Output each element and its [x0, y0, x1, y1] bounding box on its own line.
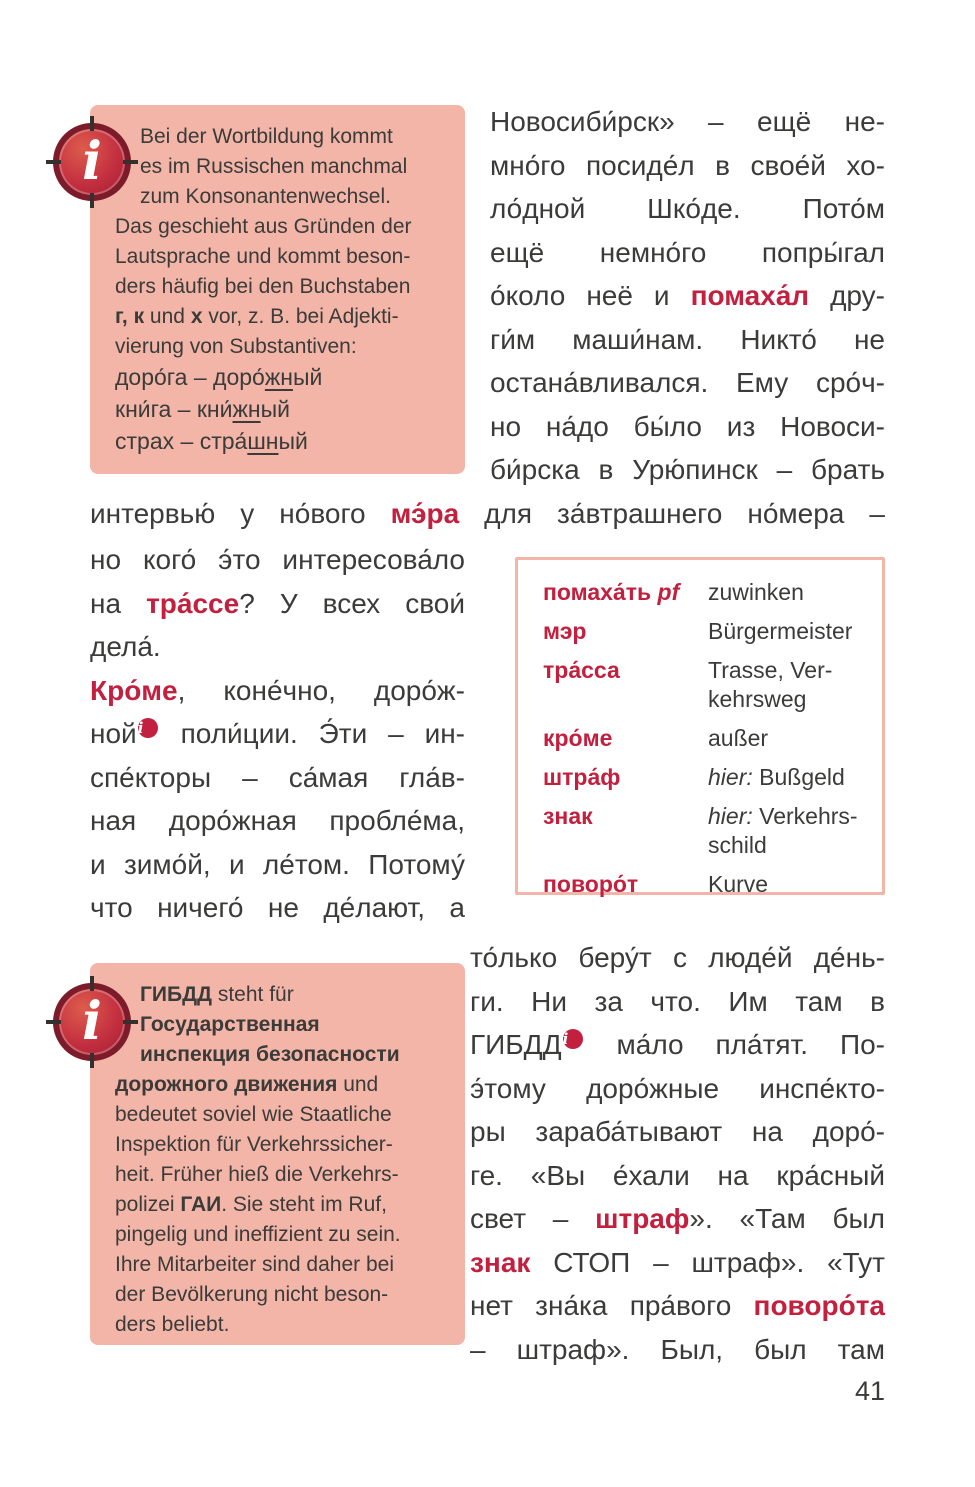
text-segment: ders beliebt. [115, 1313, 230, 1336]
text-line [470, 1067, 885, 1111]
text-line [115, 426, 451, 458]
text-segment: ый [260, 396, 290, 422]
text-segment: hier: [708, 803, 753, 829]
vocab-row [543, 870, 870, 899]
vocab-term [543, 763, 708, 792]
text-segment: штраф [595, 1203, 690, 1234]
text-line [90, 712, 465, 756]
vocab-term [543, 802, 708, 831]
text-segment: дру- [809, 280, 885, 311]
vocab-definition [708, 870, 870, 899]
text-segment: помаха́ть [543, 579, 658, 605]
text-line [490, 187, 885, 231]
text-segment: Verkehrs- [752, 803, 858, 829]
text-line [115, 242, 451, 272]
text-line [490, 100, 885, 144]
text-line [90, 625, 465, 669]
text-segment: Ihre Mitarbeiter sind daher bei [115, 1253, 394, 1276]
info-icon-glyph: i [82, 990, 102, 1052]
vocab-definition [708, 763, 870, 792]
text-segment: der Bevölkerung nicht beson- [115, 1283, 389, 1306]
vocab-row [543, 578, 870, 607]
text-line [115, 272, 451, 302]
text-line [115, 1280, 451, 1310]
story-full-width-line [90, 492, 885, 536]
text-segment: доро́га – доро́ [115, 364, 265, 390]
text-segment: для за́втрашнего но́мера – [459, 498, 885, 529]
text-segment: мно́го посиде́л в свое́й хо- [490, 149, 885, 181]
text-line [470, 1154, 885, 1198]
text-segment: ма́ло пла́тят. По- [584, 1029, 885, 1060]
text-line [115, 1220, 451, 1250]
info-icon-glyph: i [82, 130, 102, 192]
text-segment: остана́вливался. Ему сро́ч- [490, 367, 885, 398]
text-line [115, 362, 451, 394]
inline-info-icon: i [138, 718, 158, 738]
text-segment: шн [247, 428, 279, 454]
text-line [470, 936, 885, 980]
text-segment: но кого́ э́то интересова́ло [90, 544, 465, 575]
text-segment: помаха́л [690, 280, 810, 311]
text-segment: ? У всех свои́ [239, 587, 465, 619]
text-line [115, 212, 451, 242]
text-line [115, 980, 451, 1010]
info-box-text [90, 105, 465, 458]
text-line [115, 122, 451, 152]
text-segment: ги́м маши́нам. Никто́ не [490, 323, 885, 355]
text-segment: знак [470, 1246, 531, 1278]
text-segment: о́коло неё и [490, 280, 691, 311]
text-line [115, 1190, 451, 1220]
text-line [470, 1328, 885, 1372]
text-segment: heit. Früher hieß die Verkehrs- [115, 1163, 399, 1186]
text-segment: es im Russischen manchmal [140, 155, 408, 178]
text-segment: Das geschieht aus Gründen der [115, 215, 412, 238]
text-segment: und [144, 305, 191, 328]
info-icon [48, 978, 136, 1066]
text-segment: мэр [543, 618, 587, 644]
text-segment: знак [543, 803, 593, 829]
text-segment: pf [657, 579, 680, 605]
vocab-term [543, 870, 708, 899]
vocab-term [543, 656, 708, 685]
vocab-definition [708, 656, 870, 714]
text-segment: и зимо́й, и ле́том. Потому́ [90, 848, 465, 880]
text-segment: Новосиби́рск» – ещё не- [490, 106, 885, 137]
text-line [90, 582, 465, 626]
text-segment: kehrsweg [708, 686, 807, 712]
text-line [90, 756, 465, 800]
vocab-row [543, 763, 870, 792]
text-line [90, 886, 465, 930]
text-line [115, 1040, 451, 1070]
text-line [490, 318, 885, 362]
text-segment: СТОП – штраф». «Тут [530, 1246, 885, 1278]
text-segment: жн [232, 396, 261, 422]
text-segment: х [190, 305, 203, 328]
text-line [90, 799, 465, 843]
text-segment: Kurve [708, 871, 769, 897]
text-line [490, 448, 885, 492]
text-segment: нет зна́ка пра́вого [470, 1290, 754, 1321]
text-segment: Trasse, Ver- [708, 657, 833, 683]
vocab-term [543, 617, 708, 646]
info-box-gibdd [82, 963, 465, 1345]
text-segment: ый [278, 428, 308, 454]
text-segment: zuwinken [708, 579, 804, 605]
text-segment: ый [292, 364, 323, 390]
text-segment: ГАИ [180, 1193, 222, 1216]
text-segment: г, к [115, 305, 145, 328]
text-segment: Кро́ме [90, 674, 178, 706]
text-segment: тра́сса [543, 657, 620, 683]
info-box-text [90, 963, 465, 1340]
text-segment: на [90, 587, 147, 619]
text-line [90, 538, 465, 582]
text-segment: Государственная [140, 1013, 320, 1036]
text-line [470, 1284, 885, 1328]
text-line [490, 144, 885, 188]
page-number: 41 [854, 1376, 885, 1406]
text-segment: ГИБДД [470, 1029, 562, 1060]
text-segment: поворо́та [753, 1290, 885, 1321]
text-line [115, 152, 451, 182]
text-segment: und [337, 1073, 379, 1096]
text-line [115, 302, 451, 332]
inline-info-icon: i [563, 1029, 583, 1049]
text-segment: что ничего́ не де́лают, а [90, 892, 465, 923]
vocab-row [543, 724, 870, 753]
text-segment: тра́ссе [146, 587, 240, 619]
text-segment: bedeutet soviel wie Staatliche [115, 1103, 392, 1126]
text-line [115, 182, 451, 212]
text-segment: ». «Там был [689, 1203, 885, 1234]
vocab-term [543, 578, 708, 607]
text-segment: vierung von Substantiven: [115, 335, 357, 358]
text-segment: ге. «Вы е́хали на кра́сный [470, 1159, 885, 1191]
vocab-definition [708, 578, 870, 607]
text-line [470, 1110, 885, 1154]
text-line [115, 332, 451, 362]
info-box-wordbuilding [82, 105, 465, 474]
text-segment: дорожного движения [115, 1073, 338, 1096]
text-line [115, 394, 451, 426]
text-segment: поли́ции. Э́ти – ин- [159, 718, 465, 749]
text-line [115, 1310, 451, 1340]
text-segment: – штраф». Был, был там [470, 1333, 885, 1365]
text-segment: schild [708, 832, 767, 858]
text-segment: свет – [470, 1203, 596, 1234]
vocab-row [543, 617, 870, 646]
info-icon [48, 118, 136, 206]
text-segment: Bürgermeister [708, 618, 853, 644]
text-segment: э́тому доро́жные инспе́кто- [470, 1072, 885, 1104]
text-line [470, 1197, 885, 1241]
text-segment: Bußgeld [752, 764, 845, 790]
text-segment: Lautsprache und kommt beson- [115, 245, 411, 268]
text-segment: би́рска в Урю́пинск – брать [490, 454, 885, 485]
text-line [90, 843, 465, 887]
text-segment: жн [264, 364, 293, 390]
text-line [115, 1070, 451, 1100]
text-segment: Bei der Wortbildung kommt [140, 125, 393, 148]
text-segment: Inspektion für Verkehrssicher- [115, 1133, 393, 1156]
text-segment: ги. Ни за что. Им там в [470, 985, 885, 1017]
vocab-box [515, 557, 885, 895]
story-column-bottom-right [470, 936, 885, 1371]
vocab-definition [708, 617, 870, 646]
text-segment: ло́дной Шко́де. Пото́м [490, 193, 885, 224]
text-line [490, 231, 885, 275]
text-segment: pingelig und ineffizient zu sein. [115, 1223, 401, 1246]
text-line [115, 1100, 451, 1130]
vocab-term [543, 724, 708, 753]
text-segment: то́лько беру́т с люде́й де́нь- [470, 942, 885, 973]
vocab-row [543, 656, 870, 714]
text-segment: . Sie steht im Ruf, [221, 1193, 387, 1216]
text-segment: ры зараба́тывают на доро́- [470, 1116, 885, 1147]
text-line [90, 492, 885, 536]
story-column-top-right [490, 100, 885, 492]
text-line [115, 1010, 451, 1040]
text-segment: ещё немно́го попры́гал [490, 236, 885, 268]
text-line [115, 1130, 451, 1160]
text-segment: ная доро́жная пробле́ма, [90, 805, 465, 836]
text-segment: штра́ф [543, 764, 621, 790]
text-segment: polizei [115, 1193, 181, 1216]
text-segment: но на́до бы́ло из Новоси- [490, 410, 885, 442]
vocab-definition [708, 724, 870, 753]
text-line [115, 1160, 451, 1190]
text-segment: инспекция безопасности [140, 1043, 400, 1066]
text-segment: ГИБДД [140, 983, 213, 1006]
text-segment: steht für [212, 983, 294, 1006]
text-segment: кро́ме [543, 725, 613, 751]
text-segment: hier: [708, 764, 753, 790]
text-line [90, 669, 465, 713]
text-line [470, 980, 885, 1024]
text-line [470, 1241, 885, 1285]
text-segment: интервью́ у но́вого [90, 498, 391, 529]
text-line [470, 1023, 885, 1067]
text-segment: außer [708, 725, 769, 751]
text-line [490, 405, 885, 449]
text-segment: ders häufig bei den Buchstaben [115, 275, 411, 298]
text-segment: поворо́т [543, 871, 639, 897]
text-segment: , коне́чно, доро́ж- [177, 674, 465, 706]
text-line [490, 361, 885, 405]
text-segment: дела́. [90, 631, 161, 662]
text-segment: страх – стра́ [115, 428, 248, 454]
text-line [115, 1250, 451, 1280]
text-segment: спе́кторы – са́мая гла́в- [90, 761, 465, 793]
text-line [490, 274, 885, 318]
text-segment: ной [90, 718, 137, 749]
text-segment: мэ́ра [390, 498, 460, 529]
vocab-row [543, 802, 870, 860]
story-column-left [90, 538, 465, 930]
vocab-definition [708, 802, 870, 860]
text-segment: vor, z. B. bei Adjekti- [202, 305, 399, 328]
text-segment: кни́га – кни́ [115, 396, 233, 422]
text-segment: zum Konsonantenwechsel. [140, 185, 391, 208]
